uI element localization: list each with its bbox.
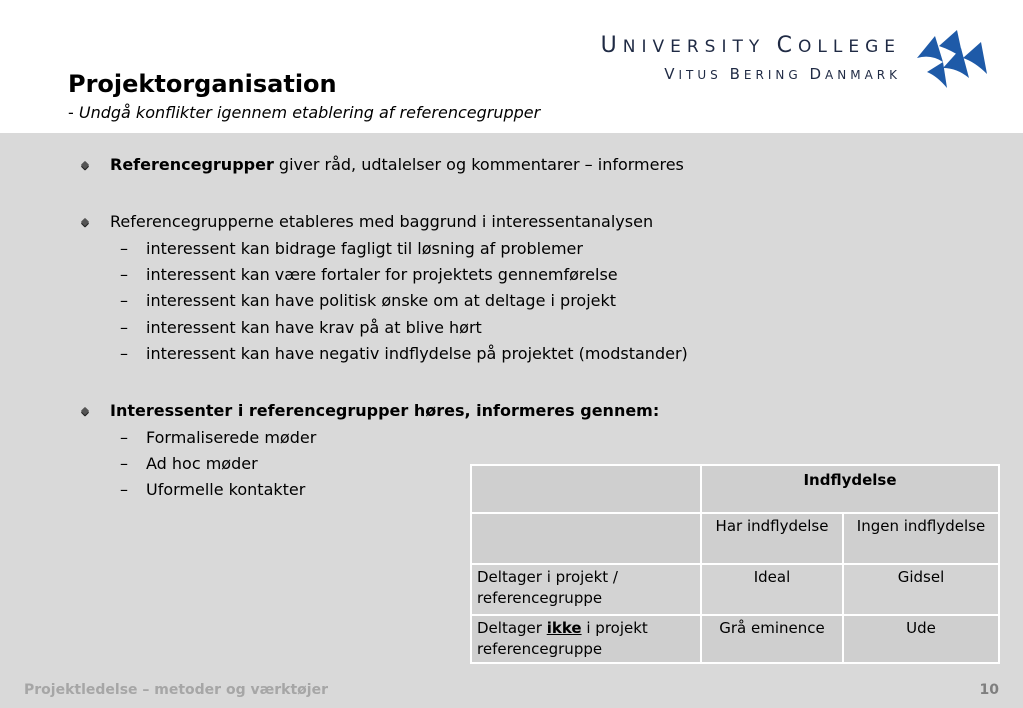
sub-bullet <box>120 238 583 260</box>
logo-initial-v: V <box>664 65 679 83</box>
row-label-ikke: ikke <box>546 619 582 637</box>
bullet-etableres <box>82 211 653 233</box>
sub-bullet-text: Uformelle kontakter <box>146 480 306 499</box>
logo-word-ollege: OLLEGE <box>798 37 901 57</box>
bullet-text-3: Interessenter i referencegrupper høres, informeres gennem: <box>110 401 660 420</box>
table-row <box>471 564 999 615</box>
table-col-har-indflydelse: Har indflydelse <box>701 513 843 564</box>
bullet-marker-icon <box>81 161 89 169</box>
sub-bullet <box>120 264 618 286</box>
footer-page-number: 10 <box>979 682 999 698</box>
sub-bullet <box>120 290 616 312</box>
sub-bullet <box>120 427 316 449</box>
row-label-pre: Deltager <box>477 619 547 637</box>
sub-bullet-text: interessent kan have negativ indflydelse på projektet (modstander) <box>146 344 688 363</box>
bullet-referencegrupper <box>82 154 684 176</box>
sub-bullet-text: interessent kan have krav på at blive hørt <box>146 318 482 337</box>
table-row-label: Deltager i projekt / referencegruppe <box>471 564 701 615</box>
dash-glyph: – <box>120 454 128 473</box>
bullet-text-2: Referencegrupperne etableres med baggrund i interessentanalysen <box>110 212 654 231</box>
sub-bullet-text: Formaliserede møder <box>146 428 317 447</box>
logo-initial-u: U <box>600 33 623 58</box>
logo-word-itus: ITUS <box>678 68 722 82</box>
logo-initial-d: D <box>809 65 826 83</box>
sub-bullet-text: interessent kan have politisk ønske om at deltage i projekt <box>146 291 617 310</box>
table-cell: Ideal <box>701 564 843 615</box>
slide-header <box>0 0 1023 133</box>
table-cell: Gidsel <box>843 564 999 615</box>
table-header-indflydelse: Indflydelse <box>701 465 999 513</box>
logo-line-university-college <box>601 33 901 60</box>
sub-bullet <box>120 317 482 339</box>
dash-glyph: – <box>120 291 128 310</box>
logo-initial-c: C <box>776 33 799 58</box>
dash-glyph: – <box>120 480 128 499</box>
dash-glyph: – <box>120 239 128 258</box>
subtitle-text: Undgå konflikter igennem etablering af referencegrupper <box>78 103 541 122</box>
subtitle-dash: - <box>68 103 74 122</box>
table-cell-empty <box>471 513 701 564</box>
slide-body <box>0 133 1023 708</box>
sails-logo-icon <box>913 28 993 98</box>
bullet-bold-term: Referencegrupper <box>110 155 274 174</box>
influence-table <box>470 464 1000 664</box>
row-label-post: i projekt referencegruppe <box>477 619 648 658</box>
table-row <box>471 465 999 513</box>
dash-glyph: – <box>120 428 128 447</box>
table-row-label <box>471 615 701 663</box>
sub-bullet-text: interessent kan bidrage fagligt til løsning af problemer <box>146 239 583 258</box>
table-cell: Ude <box>843 615 999 663</box>
slide-title: Projektorganisation <box>68 70 337 98</box>
table-cell: Grå eminence <box>701 615 843 663</box>
logo-line-vitus-bering <box>601 64 901 85</box>
bullet-rest-text: giver råd, udtalelser og kommentarer – informeres <box>273 155 684 174</box>
sub-bullet <box>120 479 305 501</box>
table-row <box>471 513 999 564</box>
dash-glyph: – <box>120 344 128 363</box>
logo-initial-b: B <box>729 65 744 83</box>
logo-word-niversity: NIVERSITY <box>622 37 766 57</box>
bullet-marker-icon <box>81 407 89 415</box>
logo-word-anmark: ANMARK <box>825 68 901 82</box>
logo-word-ering: ERING <box>743 68 802 82</box>
university-logo-text <box>601 33 901 85</box>
sub-bullet-text: Ad hoc møder <box>146 454 258 473</box>
sub-bullet <box>120 343 688 365</box>
bullet-marker-icon <box>81 218 89 226</box>
footer-course-title: Projektledelse – metoder og værktøjer <box>24 682 328 698</box>
table-col-ingen-indflydelse: Ingen indflydelse <box>843 513 999 564</box>
slide-subtitle <box>68 103 540 122</box>
bullet-text-1 <box>110 154 684 176</box>
dash-glyph: – <box>120 265 128 284</box>
table-cell-empty <box>471 465 701 513</box>
sub-bullet-text: interessent kan være fortaler for projektets gennemførelse <box>146 265 618 284</box>
dash-glyph: – <box>120 318 128 337</box>
sub-bullet <box>120 453 258 475</box>
bullet-interessenter <box>82 400 659 422</box>
table-row <box>471 615 999 663</box>
